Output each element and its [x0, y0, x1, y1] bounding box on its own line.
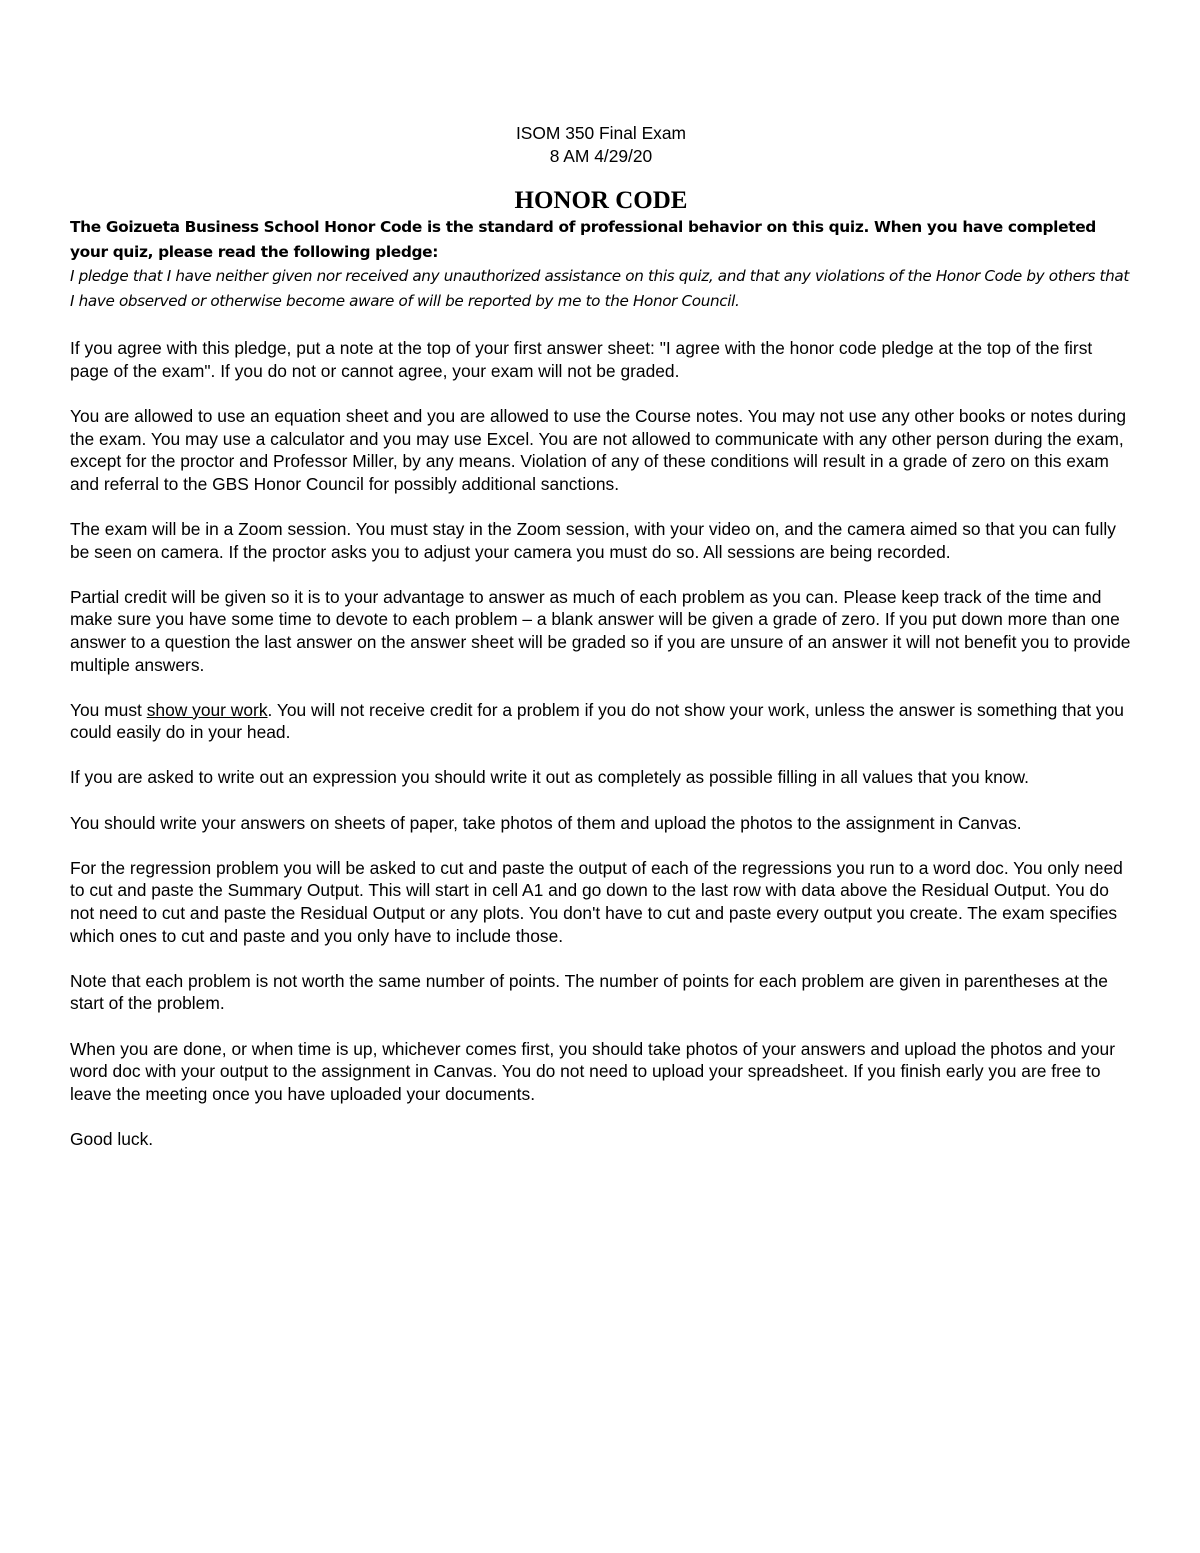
- exam-header: [70, 122, 1132, 167]
- show-work-paragraph: [70, 699, 1132, 744]
- regression-output-paragraph: For the regression problem you will be asked to cut and paste the output of each of the regressions you run to a word doc. You only need to cut and paste the Summary Output. This will start in cell A1 and go down to the last row with data above the Residual Output. You do not need to cut and paste the Residual Output or any plots. You don't have to cut and paste every output you create. The exam specifies which ones to cut and paste and you only have to include those.: [70, 857, 1123, 946]
- zoom-session-paragraph: The exam will be in a Zoom session. You must stay in the Zoom session, with your video on, and the camera aimed so that you can fully be seen on camera. If the proctor asks you to adjust your camera you must do so. All sessions are being recorded.: [70, 518, 1116, 562]
- show-work-prefix: You must: [70, 699, 147, 720]
- upload-answers-paragraph: You should write your answers on sheets of paper, take photos of them and upload the photos to the assignment in Canvas.: [70, 812, 1022, 833]
- honor-code-intro: The Goizueta Business School Honor Code is the standard of professional behavior on this quiz. When you have completed your quiz, please read the following pledge:: [70, 218, 1096, 261]
- allowed-materials-paragraph: You are allowed to use an equation sheet and you are allowed to use the Course notes. You may not use any other books or notes during the exam. You may use a calculator and you may use Excel. You are not allowed to communicate with any other person during the exam, except for the proctor and Professor Miller, by any means. Violation of any of these conditions will result in a grade of zero on this exam and referral to the GBS Honor Council for possibly additional sanctions.: [70, 405, 1127, 494]
- honor-code-pledge: I pledge that I have neither given nor received any unauthorized assistance on this quiz, and that any violations of the Honor Code by others that I have observed or otherwise become aware of will be reported by me to the Honor Council.: [70, 267, 1129, 310]
- show-work-emphasis: show your work: [146, 699, 268, 720]
- expression-paragraph: If you are asked to write out an expression you should write it out as completely as possible filling in all values that you know.: [70, 767, 1029, 788]
- agreement-paragraph: If you agree with this pledge, put a note at the top of your first answer sheet: "I agree with the honor code pledge at the top of the first page of the exam". If you do not or cannot agree, your exam will not be graded.: [70, 338, 1093, 381]
- honor-code-heading: HONOR CODE: [514, 187, 688, 215]
- exam-title: ISOM 350 Final Exam: [515, 123, 687, 143]
- show-work-suffix: . You will not receive credit for a problem if you do not show your work, unless the answer is something that you could easily do in your head.: [70, 699, 1124, 743]
- exam-date-time: 8 AM 4/29/20: [549, 145, 653, 166]
- completion-paragraph: When you are done, or when time is up, whichever comes first, you should take photos of your answers and upload the photos and your word doc with your output to the assignment in Canvas. You do not need to upload your spreadsheet. If you finish early you are free to leave the meeting once you have uploaded your documents.: [70, 1038, 1116, 1104]
- points-paragraph: Note that each problem is not worth the same number of points. The number of points for each problem are given in parentheses at the start of the problem.: [70, 970, 1108, 1014]
- partial-credit-paragraph: Partial credit will be given so it is to your advantage to answer as much of each problem as you can. Please keep track of the time and make sure you have some time to devote to each problem – a blank answer will be given a grade of zero. If you put down more than one answer to a question the last answer on the answer sheet will be graded so if you are unsure of an answer it will not benefit you to provide multiple answers.: [70, 586, 1131, 675]
- closing-line: Good luck.: [70, 1128, 154, 1149]
- exam-instructions-page: [70, 122, 1132, 1151]
